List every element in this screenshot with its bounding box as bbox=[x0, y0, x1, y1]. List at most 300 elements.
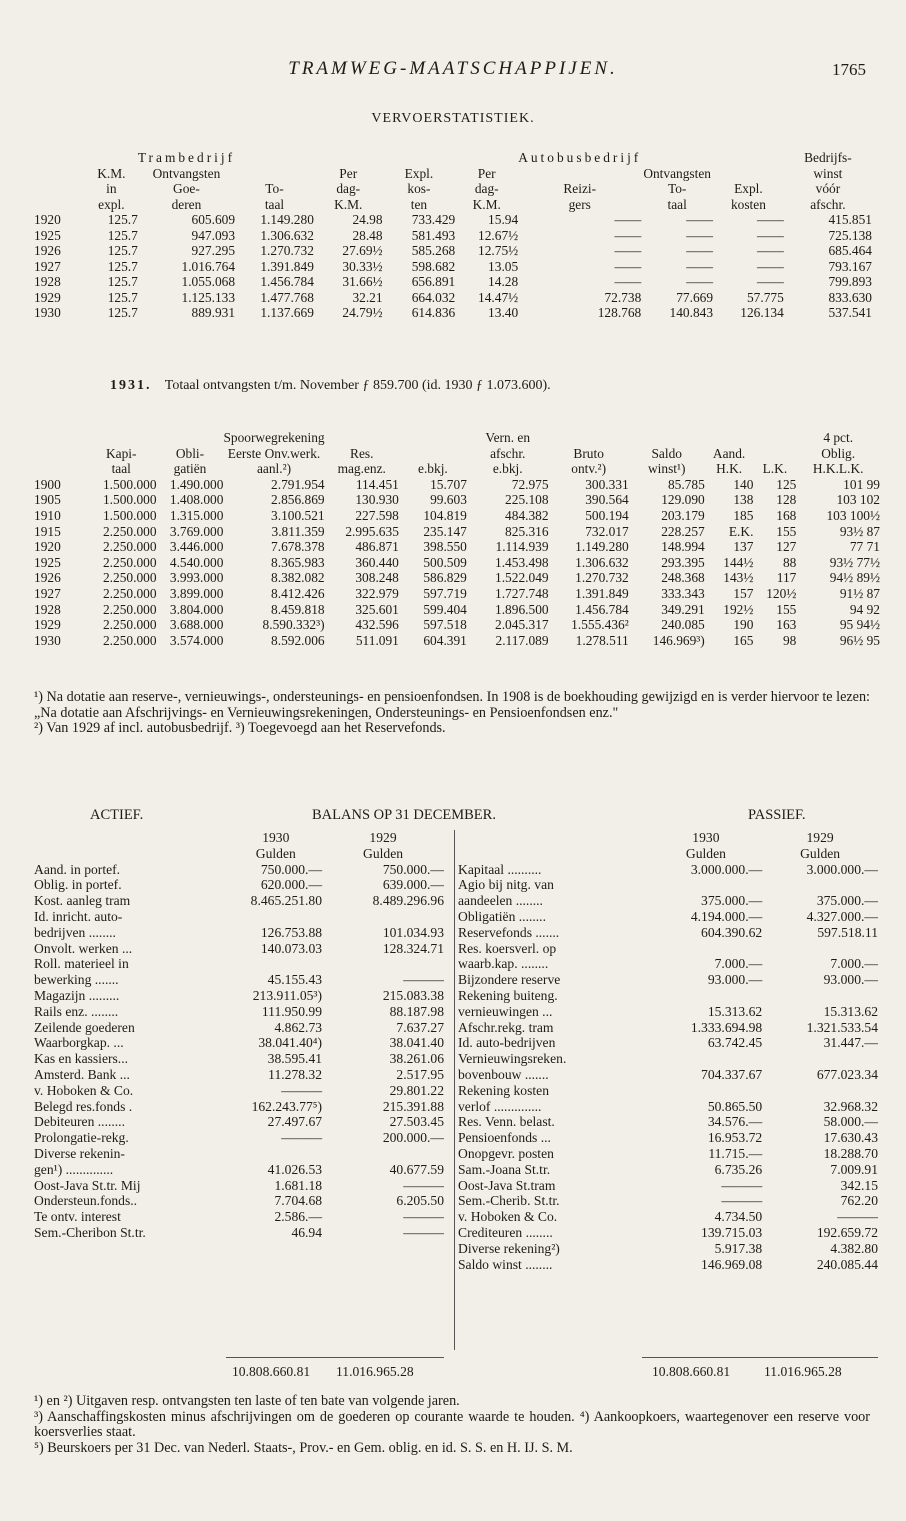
capital-header-cell bbox=[325, 430, 399, 446]
stats-row bbox=[34, 243, 872, 259]
stats-header-row bbox=[34, 197, 872, 213]
passief-row bbox=[458, 988, 878, 1004]
passief-label: Pensioenfonds ... bbox=[458, 1130, 551, 1146]
passief-amount: 7.009.91 bbox=[830, 1161, 878, 1177]
stats-cell: 1.306.632 bbox=[260, 227, 314, 243]
capital-cell: 432.596 bbox=[355, 617, 399, 633]
actief-amount bbox=[230, 1146, 323, 1162]
passief-amount: 93.000.— bbox=[823, 972, 878, 988]
actief-amount: 140.073.03 bbox=[260, 940, 323, 956]
stats-cell: —— bbox=[614, 227, 642, 243]
capital-header-cell: ontv.²) bbox=[571, 461, 607, 477]
traffic-statistics-table bbox=[34, 150, 872, 321]
stats-cell: 1925 bbox=[34, 227, 61, 243]
capital-cell: 127 bbox=[776, 539, 797, 555]
actief-amount: 40.677.59 bbox=[389, 1161, 444, 1177]
stats-cell: —— bbox=[757, 274, 784, 289]
capital-cell: 235.147 bbox=[423, 523, 467, 539]
actief-label: Magazijn ......... bbox=[34, 987, 120, 1003]
passief-label: Agio bij nitg. van bbox=[458, 877, 554, 893]
passief-amount: 7.000.— bbox=[830, 956, 878, 972]
passief-title: PASSIEF. bbox=[748, 807, 806, 823]
footnote-2: ³) Aanschaffingskosten minus afschrijvingen om de goederen op courante waarde te houden. ⁴) Aankoopkoers, waartegenover een reserve voor koersverlies staat. bbox=[34, 1408, 870, 1441]
capital-cell: 185 bbox=[733, 507, 754, 523]
passief-amount: 16.953.72 bbox=[707, 1130, 763, 1146]
actief-amount: 750.000.— bbox=[382, 861, 444, 877]
passief-amount: ——— bbox=[721, 1177, 763, 1193]
stats-cell: 28.48 bbox=[352, 227, 383, 243]
capital-history-table bbox=[34, 430, 880, 648]
capital-cell: 3.688.000 bbox=[169, 617, 224, 633]
actief-amount: 8.489.296.96 bbox=[372, 893, 444, 909]
passief-row bbox=[458, 1083, 878, 1099]
year-1931-text: Totaal ontvangsten t/m. November ƒ 859.700 (id. 1930 ƒ 1.073.600). bbox=[164, 378, 551, 393]
actief-row bbox=[34, 1146, 444, 1162]
actief-title: ACTIEF. bbox=[90, 807, 144, 823]
capital-row bbox=[34, 617, 880, 633]
actief-amount: 126.753.88 bbox=[260, 924, 323, 940]
actief-label: v. Hoboken & Co. bbox=[34, 1082, 134, 1098]
stats-cell: 537.541 bbox=[828, 305, 872, 320]
capital-cell: 8.459.818 bbox=[271, 601, 325, 617]
capital-cell: 604.391 bbox=[423, 632, 467, 648]
passief-amount: 18.288.70 bbox=[823, 1145, 878, 1161]
stats-cell: 13.05 bbox=[488, 258, 519, 274]
capital-cell: 2.995.635 bbox=[345, 523, 399, 539]
note-1: ¹) Na dotatie aan reserve-, vernieuwings-, ondersteunings- en pensioenfondsen. In 1908 is de boekhouding gewijzigd en is verder hiervoor te lezen: „Na dotatie aan Afschrijvings- en Vernieuwingsrekeningen, Ondersteunings- en Pensioenfondsen enz." bbox=[34, 689, 870, 721]
actief-amount: 6.205.50 bbox=[396, 1193, 444, 1209]
capital-cell: 1.896.500 bbox=[495, 601, 549, 617]
capital-cell: 360.440 bbox=[355, 554, 399, 570]
stats-cell: 27.69½ bbox=[342, 243, 383, 258]
stats-cell: —— bbox=[757, 243, 784, 258]
passief-row bbox=[458, 1067, 878, 1083]
actief-amount: 162.243.77⁵) bbox=[251, 1098, 323, 1114]
running-header: TRAMWEG-MAATSCHAPPIJEN. bbox=[288, 58, 618, 79]
stats-header-cell: taal bbox=[667, 196, 687, 212]
capital-cell: 77 71 bbox=[849, 539, 880, 555]
passief-row bbox=[458, 862, 878, 878]
passief-amount: 5.917.38 bbox=[714, 1240, 763, 1256]
passief-amount: 192.659.72 bbox=[816, 1224, 878, 1240]
actief-header-cell: Gulden bbox=[363, 845, 404, 861]
capital-header-row bbox=[34, 446, 880, 462]
capital-row bbox=[34, 477, 880, 493]
passief-amount bbox=[650, 877, 763, 893]
capital-cell: 1.114.939 bbox=[495, 539, 549, 555]
capital-cell: 168 bbox=[776, 507, 797, 523]
capital-cell: 91½ 87 bbox=[839, 585, 880, 601]
passief-row bbox=[458, 1035, 878, 1051]
capital-header-cell: L.K. bbox=[762, 461, 788, 477]
stats-cell: 1.055.068 bbox=[181, 274, 236, 289]
stats-header-cell bbox=[34, 197, 85, 213]
passief-label: Sam.-Joana St.tr. bbox=[458, 1161, 551, 1177]
passief-amount: 31.447.— bbox=[823, 1035, 878, 1051]
capital-cell: 2.791.954 bbox=[271, 476, 325, 492]
capital-row bbox=[34, 555, 880, 571]
stats-header-cell bbox=[34, 150, 85, 166]
capital-cell: 225.108 bbox=[505, 492, 549, 508]
capital-cell: 1.555.436² bbox=[571, 617, 629, 633]
stats-row bbox=[34, 290, 872, 306]
actief-amount: ——— bbox=[403, 972, 444, 988]
stats-cell: 1.016.764 bbox=[181, 258, 236, 274]
capital-cell: 349.291 bbox=[661, 601, 705, 617]
capital-header-cell: Saldo bbox=[651, 445, 682, 461]
capital-header-cell: e.bkj. bbox=[492, 461, 523, 477]
actief-amount: 750.000.— bbox=[260, 861, 323, 877]
actief-amount: 200.000.— bbox=[382, 1130, 444, 1146]
capital-cell: 3.804.000 bbox=[169, 601, 224, 617]
capital-cell: 120½ bbox=[766, 585, 797, 601]
stats-cell: 1.137.669 bbox=[260, 305, 314, 320]
stats-cell: 1.125.133 bbox=[181, 289, 236, 305]
actief-label: gen¹) .............. bbox=[34, 1161, 114, 1177]
stats-header-cell: kos- bbox=[407, 181, 431, 196]
capital-cell: 93½ 87 bbox=[839, 523, 880, 539]
capital-header-cell bbox=[399, 446, 467, 462]
capital-header-cell: Res. bbox=[350, 445, 374, 461]
stats-cell: 125.7 bbox=[107, 274, 138, 289]
passief-row bbox=[458, 1004, 878, 1020]
actief-row bbox=[34, 1004, 444, 1020]
actief-amount: 41.026.53 bbox=[267, 1161, 323, 1177]
stats-cell: 1.456.784 bbox=[260, 274, 314, 289]
capital-cell: 1900 bbox=[34, 476, 61, 492]
capital-cell: 1.522.049 bbox=[495, 570, 549, 586]
capital-cell: 3.574.000 bbox=[169, 632, 224, 648]
capital-cell: 484.382 bbox=[505, 507, 549, 523]
capital-header-cell: winst¹) bbox=[648, 461, 686, 477]
actief-amount: ——— bbox=[281, 1130, 323, 1146]
stats-cell: 24.98 bbox=[352, 212, 383, 227]
capital-cell: 586.829 bbox=[423, 570, 467, 586]
actief-amount: 38.041.40⁴) bbox=[258, 1035, 323, 1051]
stats-header-cell: Bedrijfs- bbox=[804, 150, 852, 165]
passief-label: vernieuwingen ... bbox=[458, 1003, 553, 1019]
capital-cell: 192½ bbox=[723, 601, 754, 617]
passief-label: Res. koersverl. op bbox=[458, 940, 557, 956]
stats-cell: 733.429 bbox=[411, 212, 456, 227]
capital-cell: 322.979 bbox=[355, 585, 399, 601]
capital-row bbox=[34, 524, 880, 540]
actief-amount: 4.862.73 bbox=[274, 1019, 323, 1035]
capital-row bbox=[34, 570, 880, 586]
passief-amount: 3.000.000.— bbox=[690, 861, 763, 877]
capital-cell: 333.343 bbox=[661, 585, 705, 601]
actief-label: Ondersteun.fonds.. bbox=[34, 1193, 138, 1209]
stats-header-cell bbox=[34, 181, 85, 197]
capital-cell: 3.993.000 bbox=[169, 570, 224, 586]
passief-row bbox=[458, 972, 878, 988]
year-1931-label: 1931. bbox=[110, 378, 152, 393]
passief-label: Id. auto-bedrijven bbox=[458, 1035, 556, 1051]
capital-cell: 128 bbox=[776, 492, 797, 508]
balance-footnotes bbox=[34, 1394, 870, 1457]
passief-amount: 4.194.000.— bbox=[690, 908, 763, 924]
stats-cell: 1.149.280 bbox=[260, 212, 314, 227]
capital-header-cell: Eerste Onv.werk. bbox=[227, 445, 321, 461]
stats-header-cell: dag- bbox=[336, 181, 361, 196]
stats-header-cell bbox=[713, 150, 784, 166]
stats-cell: 1.477.768 bbox=[260, 289, 314, 305]
stats-row bbox=[34, 212, 872, 228]
stats-cell: 889.931 bbox=[191, 305, 236, 320]
actief-label: Te ontv. interest bbox=[34, 1209, 121, 1225]
stats-cell: —— bbox=[614, 243, 642, 258]
capital-cell: 1.315.000 bbox=[169, 507, 224, 523]
capital-cell: 101 99 bbox=[843, 476, 880, 492]
capital-cell: 1925 bbox=[34, 554, 61, 570]
passief-label: Oost-Java St.tram bbox=[458, 1177, 556, 1193]
stats-cell: 12.75½ bbox=[478, 243, 519, 258]
actief-amount bbox=[322, 1146, 444, 1162]
stats-header-cell: Ontvangsten bbox=[643, 165, 711, 181]
passief-amount: 3.000.000.— bbox=[806, 861, 878, 877]
capital-cell: 93½ 77½ bbox=[829, 554, 880, 570]
capital-cell: E.K. bbox=[728, 523, 754, 539]
capital-cell: 3.100.521 bbox=[271, 507, 325, 523]
passief-row bbox=[458, 1178, 878, 1194]
stats-header-cell: winst bbox=[813, 165, 843, 181]
actief-amount: 7.637.27 bbox=[396, 1019, 444, 1035]
actief-amount: 111.950.99 bbox=[261, 1003, 323, 1019]
stats-cell: 15.94 bbox=[488, 212, 519, 227]
actief-row bbox=[34, 1099, 444, 1115]
capital-cell: 2.250.000 bbox=[102, 601, 157, 617]
actief-label: Rails enz. ........ bbox=[34, 1003, 119, 1019]
stats-cell: 598.682 bbox=[411, 258, 456, 274]
passief-amount: 677.023.34 bbox=[816, 1066, 878, 1082]
capital-header-cell bbox=[753, 430, 796, 446]
passief-amount bbox=[762, 877, 878, 893]
actief-header-cell: 1930 bbox=[262, 830, 290, 845]
capital-cell: 1.500.000 bbox=[102, 476, 157, 492]
capital-cell: 165 bbox=[733, 632, 754, 648]
actief-label: Oost-Java St.tr. Mij bbox=[34, 1177, 141, 1193]
stats-header-cell bbox=[455, 150, 518, 166]
passief-amount: 597.518.11 bbox=[817, 924, 878, 940]
stats-header-cell: Expl. bbox=[404, 165, 434, 181]
stats-header-cell: Expl. bbox=[734, 181, 763, 196]
stats-header-cell bbox=[85, 150, 138, 166]
actief-label: Oblig. in portef. bbox=[34, 877, 122, 893]
passief-amount: 93.000.— bbox=[707, 972, 763, 988]
capital-header-cell bbox=[157, 430, 224, 446]
capital-cell: 2.045.317 bbox=[495, 617, 549, 633]
passief-amount: 375.000.— bbox=[701, 893, 763, 909]
capital-cell: 157 bbox=[733, 585, 754, 601]
stats-header-cell bbox=[34, 166, 85, 182]
stats-cell: 927.295 bbox=[191, 243, 236, 258]
passief-amount: 375.000.— bbox=[816, 893, 878, 909]
stats-header-cell: afschr. bbox=[810, 196, 846, 212]
capital-cell: 1.270.732 bbox=[575, 570, 629, 586]
actief-amount: 88.187.98 bbox=[389, 1003, 444, 1019]
stats-header-cell bbox=[383, 150, 456, 166]
stats-header-cell bbox=[518, 166, 641, 182]
passief-row bbox=[458, 1146, 878, 1162]
actief-amount: 215.391.88 bbox=[382, 1098, 444, 1114]
capital-row bbox=[34, 633, 880, 649]
stats-cell: 125.7 bbox=[107, 212, 138, 227]
passief-row bbox=[458, 1051, 878, 1067]
stats-header-cell bbox=[235, 150, 314, 166]
capital-cell: 15.707 bbox=[430, 476, 467, 492]
capital-header-cell: mag.enz. bbox=[337, 461, 386, 477]
capital-row bbox=[34, 602, 880, 618]
stats-header-cell: K.M. bbox=[334, 196, 363, 212]
passief-amount bbox=[650, 1051, 763, 1067]
passief-label: Rekening buiteng. bbox=[458, 987, 558, 1003]
actief-label: Prolongatie-rekg. bbox=[34, 1130, 129, 1146]
stats-cell: 1928 bbox=[34, 274, 61, 289]
capital-cell: 599.404 bbox=[423, 601, 467, 617]
capital-cell: 8.365.983 bbox=[271, 554, 325, 570]
passief-row bbox=[458, 1162, 878, 1178]
passief-amount: 604.390.62 bbox=[701, 924, 763, 940]
actief-row bbox=[34, 1067, 444, 1083]
passief-label: Sem.-Cherib. St.tr. bbox=[458, 1193, 560, 1209]
capital-cell: 2.250.000 bbox=[102, 585, 157, 601]
capital-header-cell: Aand. bbox=[712, 445, 746, 461]
passief-label: Diverse rekening²) bbox=[458, 1240, 560, 1256]
capital-header-cell bbox=[753, 446, 796, 462]
actief-amount: 27.497.67 bbox=[267, 1114, 323, 1130]
passief-amount: 240.085.44 bbox=[816, 1256, 878, 1272]
passief-amount: 58.000.— bbox=[823, 1114, 878, 1130]
passief-amount: ——— bbox=[837, 1209, 878, 1225]
year-1931-line bbox=[110, 378, 551, 394]
actief-header-cell bbox=[34, 830, 230, 846]
capital-cell: 148.994 bbox=[661, 539, 705, 555]
stats-header-cell: Ontvangsten bbox=[152, 165, 221, 181]
passief-row bbox=[458, 941, 878, 957]
passief-label: Rekening kosten bbox=[458, 1082, 549, 1098]
actief-row bbox=[34, 909, 444, 925]
capital-cell: 1.727.748 bbox=[495, 585, 549, 601]
actief-amount bbox=[230, 909, 323, 925]
actief-amount bbox=[322, 909, 444, 925]
passief-amount: 6.735.26 bbox=[714, 1161, 763, 1177]
capital-cell: 94½ 89½ bbox=[829, 570, 880, 586]
note-2: ²) Van 1929 af incl. autobusbedrijf. ³) Toegevoegd aan het Reservefonds. bbox=[34, 720, 446, 737]
passief-amount: 50.865.50 bbox=[707, 1098, 763, 1114]
capital-cell: 1930 bbox=[34, 632, 61, 648]
stats-cell: 126.134 bbox=[740, 305, 784, 320]
capital-cell: 94 92 bbox=[849, 601, 880, 617]
passief-amount bbox=[762, 1083, 878, 1099]
passief-amount: 762.20 bbox=[840, 1193, 878, 1209]
actief-row bbox=[34, 1209, 444, 1225]
stats-header-cell: Goe- bbox=[173, 181, 200, 196]
passief-label: Crediteuren ........ bbox=[458, 1224, 553, 1240]
passief-row bbox=[458, 1020, 878, 1036]
passief-row bbox=[458, 877, 878, 893]
capital-cell: 228.257 bbox=[661, 523, 705, 539]
capital-cell: 511.091 bbox=[355, 632, 399, 648]
actief-amount: 7.704.68 bbox=[274, 1193, 323, 1209]
stats-cell: —— bbox=[686, 212, 714, 227]
stats-cell: —— bbox=[686, 227, 714, 243]
passief-label: Kapitaal .......... bbox=[458, 861, 542, 877]
stats-cell: 12.67½ bbox=[478, 227, 519, 243]
stats-cell: —— bbox=[757, 227, 784, 243]
passief-row bbox=[458, 1225, 878, 1241]
capital-cell: 99.603 bbox=[430, 492, 467, 508]
actief-amount: 101.034.93 bbox=[382, 924, 444, 940]
actief-row bbox=[34, 893, 444, 909]
capital-cell: 146.969³) bbox=[652, 632, 705, 648]
capital-cell: 248.368 bbox=[661, 570, 705, 586]
capital-cell: 2.250.000 bbox=[102, 570, 157, 586]
capital-cell: 4.540.000 bbox=[169, 554, 224, 570]
stats-header-cell: kosten bbox=[730, 196, 766, 212]
capital-cell: 1.306.632 bbox=[575, 554, 629, 570]
passief-row bbox=[458, 1257, 878, 1273]
capital-cell: 1926 bbox=[34, 570, 61, 586]
stats-header-cell: deren bbox=[171, 196, 202, 212]
stats-cell: 14.28 bbox=[488, 274, 519, 289]
actief-label: Kas en kassiers... bbox=[34, 1051, 129, 1067]
passief-header-row bbox=[458, 830, 878, 846]
passief-amount bbox=[762, 988, 878, 1004]
capital-cell: 144½ bbox=[723, 554, 754, 570]
stats-cell: —— bbox=[686, 258, 714, 274]
stats-cell: 614.836 bbox=[411, 305, 456, 320]
actief-label: Diverse rekenin- bbox=[34, 1145, 125, 1161]
actief-label: Onvolt. werken ... bbox=[34, 940, 133, 956]
stats-header-row bbox=[34, 166, 872, 182]
stats-cell: 1920 bbox=[34, 212, 61, 227]
passief-total-1929: 11.016.965.28 bbox=[764, 1364, 842, 1379]
capital-header-cell: taal bbox=[111, 461, 131, 477]
passief-label: Saldo winst ........ bbox=[458, 1256, 553, 1272]
capital-cell: 104.819 bbox=[423, 507, 467, 523]
passief-label: waarb.kap. ........ bbox=[458, 956, 549, 972]
actief-amount: 2.586.— bbox=[274, 1209, 323, 1225]
capital-cell: 1.149.280 bbox=[575, 539, 629, 555]
capital-cell: 1915 bbox=[34, 523, 61, 539]
capital-cell: 3.769.000 bbox=[169, 523, 224, 539]
capital-header-cell bbox=[34, 430, 86, 446]
actief-amount: ——— bbox=[403, 1209, 444, 1225]
stats-cell: —— bbox=[757, 212, 784, 227]
actief-amount: 38.595.41 bbox=[267, 1051, 323, 1067]
capital-cell: 1.391.849 bbox=[575, 585, 629, 601]
capital-header-cell: Vern. en bbox=[485, 430, 531, 445]
passief-label: Res. Venn. belast. bbox=[458, 1114, 555, 1130]
actief-total-1929: 11.016.965.28 bbox=[336, 1364, 414, 1379]
stats-header-cell: Per bbox=[339, 165, 358, 181]
capital-cell: 1.278.511 bbox=[575, 632, 629, 648]
passief-row bbox=[458, 956, 878, 972]
passief-amount: 704.337.67 bbox=[701, 1066, 763, 1082]
passief-amount bbox=[762, 1051, 878, 1067]
actief-header-row bbox=[34, 846, 444, 862]
passief-label: Onopgevr. posten bbox=[458, 1145, 554, 1161]
passief-amount bbox=[650, 1083, 763, 1099]
passief-amount: 15.313.62 bbox=[707, 1003, 763, 1019]
passief-row bbox=[458, 893, 878, 909]
capital-header-cell bbox=[86, 430, 157, 446]
stats-cell: —— bbox=[757, 258, 784, 274]
actief-amount bbox=[230, 956, 323, 972]
passief-amount: 32.968.32 bbox=[823, 1098, 878, 1114]
stats-header-cell bbox=[314, 150, 383, 166]
stats-cell: 1927 bbox=[34, 258, 61, 274]
